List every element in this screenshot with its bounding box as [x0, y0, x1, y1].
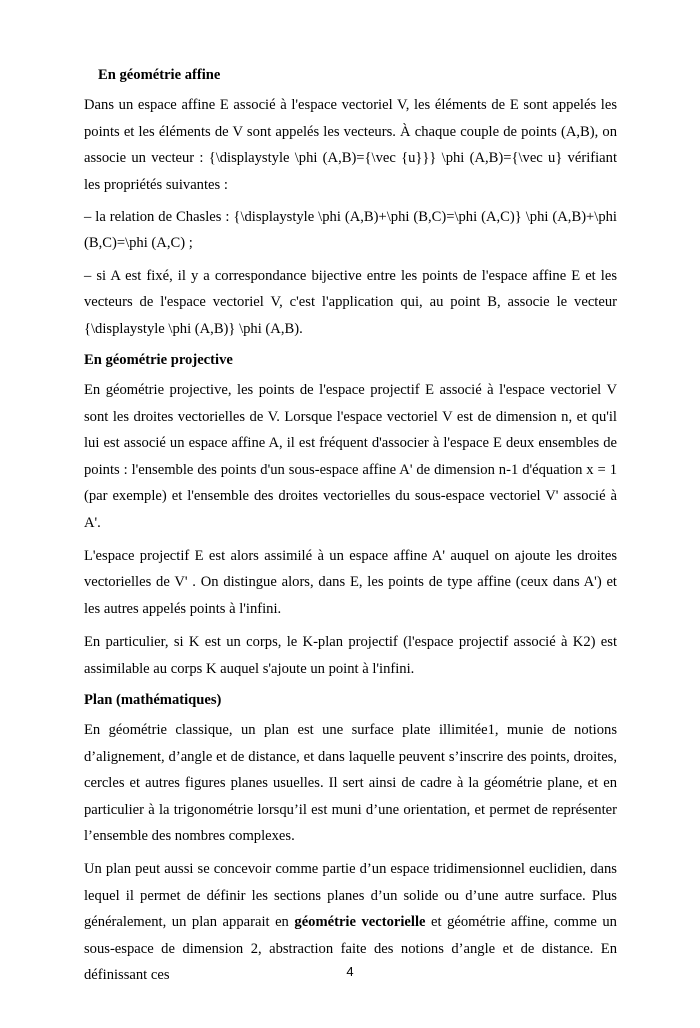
plan-text-bold-term: géométrie vectorielle — [294, 914, 426, 931]
paragraph-affine-bijection: – si A est fixé, il y a correspondance bijective entre les points de l'espace affine E et les vecteurs de l'espace vectoriel V, c'est l'application qui, au point B, associe le vecteur {\displaystyle \phi (A,B)} \phi (A,B). — [84, 267, 617, 337]
page-number: 4 — [346, 964, 354, 979]
paragraph-affine-chasles: – la relation de Chasles : {\displaystyle \phi (A,B)+\phi (B,C)=\phi (A,C)} \phi (A,B)+\phi (B,C)=\phi (A,C) ; — [84, 209, 617, 252]
plan-text-after: et géométrie affine, comme un sous-espace de dimension 2, abstraction faite des notions d’angle et de distance. En définissant ces — [84, 914, 617, 983]
paragraph-projective-points: En géométrie projective, les points de l'espace projectif E associé à l'espace vectoriel V sont les droites vectorielles de V. Lorsque l'espace vectoriel V est de dimension n, et qu'il lui est associé un espace affine A, il est fréquent d'associer à l'espace E deux ensembles de points : l'ensemble des points d'un sous-espace affine A' de dimension n-1 d'équation x = 1 (par exemple) et l'ensemble des droites vectorielles du sous-espace vectoriel V' associé à A'. — [84, 382, 617, 531]
paragraph-projective-plane: En particulier, si K est un corps, le K-plan projectif (l'espace projectif associé à K2) est assimilable au corps K auquel s'ajoute un point à l'infini. — [84, 634, 617, 677]
section-heading-projective: En géométrie projective — [84, 352, 233, 369]
plan-text-before: Un plan peut aussi se concevoir comme partie d’un espace tridimensionnel euclidien, dans lequel il permet de définir les sections planes d’un solide ou d’une autre surface. Plus généralement, un plan apparait en — [84, 861, 617, 931]
paragraph-projective-assimilation: L'espace projectif E est alors assimilé à un espace affine A' auquel on ajoute les droites vectorielles de V' . On distingue alors, dans E, les points de type affine (ceux dans A') et les autres appelés points à l'infini. — [84, 547, 617, 617]
section-heading-affine: En géométrie affine — [98, 67, 221, 83]
section-heading-plan: Plan (mathématiques) — [84, 691, 222, 708]
paragraph-plan-classic: En géométrie classique, un plan est une surface plate illimitée1, munie de notions d’alignement, d’angle et de distance, et dans laquelle peuvent s’inscrire des points, droites, cercles et autres figures planes usuelles. Il sert ainsi de cadre à la géométrie plane, et en particulier à la trigonométrie lorsqu’il est muni d’une orientation, et permet de représenter l’ensemble des nombres complexes. — [84, 722, 617, 844]
document-page — [84, 62, 617, 995]
paragraph-affine-definition: Dans un espace affine E associé à l'espace vectoriel V, les éléments de E sont appelés les points et les éléments de V sont appelés les vecteurs. À chaque couple de points (A,B), on associe un vecteur : {\displaystyle \phi (A,B)={\vec {u}}} \phi (A,B)={\vec u} vérifiant les propriétés suivantes : — [84, 97, 617, 193]
